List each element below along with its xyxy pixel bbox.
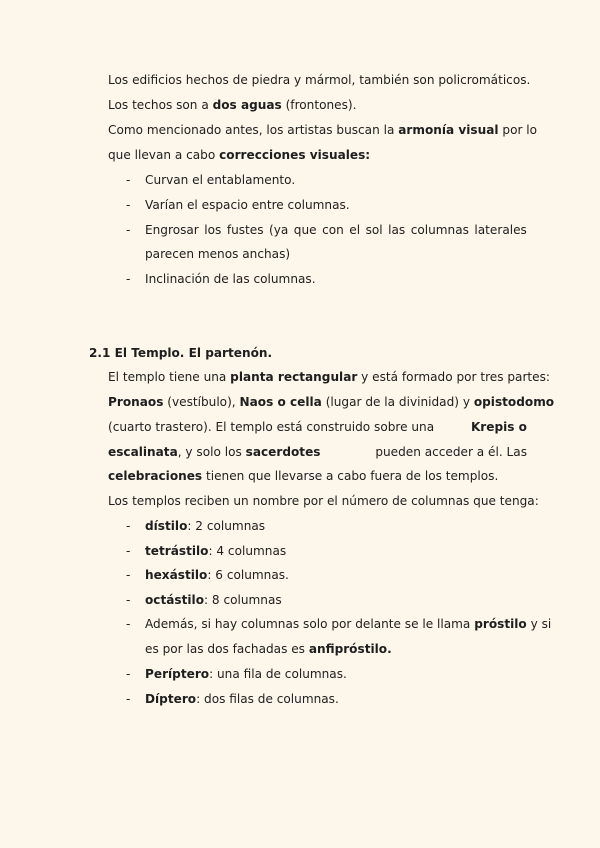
section-text: (lugar de la divinidad) y bbox=[321, 395, 474, 409]
section-line-4 bbox=[108, 444, 527, 460]
term-desc: es por las dos fachadas es bbox=[145, 642, 309, 656]
bullet-dash: - bbox=[126, 692, 131, 706]
section-text: tienen que llevarse a cabo fuera de los templos. bbox=[202, 469, 499, 483]
intro-line-1 bbox=[108, 72, 530, 88]
intro-bold-dos-aguas: dos aguas bbox=[212, 98, 282, 112]
intro-bold-armonia: armonía visual bbox=[398, 123, 499, 137]
term-desc: : una fila de columnas. bbox=[209, 667, 347, 681]
term-anfiprostilo: anfipróstilo. bbox=[308, 642, 392, 656]
word: los bbox=[204, 223, 222, 237]
section-line-3 bbox=[108, 419, 527, 435]
list-item bbox=[145, 592, 282, 608]
term-periptero: Períptero bbox=[145, 667, 210, 681]
word: (ya bbox=[269, 223, 289, 237]
bullet-dash: - bbox=[126, 667, 131, 681]
list-item bbox=[145, 616, 552, 632]
intro-text-3b: por lo bbox=[498, 123, 538, 137]
section-line-1 bbox=[108, 369, 550, 385]
bullet-dash: - bbox=[126, 223, 131, 237]
term-hexastilo: hexástilo bbox=[145, 568, 208, 582]
term-tetrastilo: tetrástilo bbox=[145, 544, 209, 558]
section-bold-escalinata: escalinata bbox=[108, 445, 178, 459]
word: fustes bbox=[226, 223, 264, 237]
term-prostilo: próstilo bbox=[474, 617, 527, 631]
section-bold-krepis: Krepis o bbox=[470, 420, 527, 434]
word: las bbox=[388, 223, 406, 237]
term-distilo: dístilo bbox=[145, 519, 188, 533]
bullet-dash: - bbox=[126, 544, 131, 558]
word: Engrosar bbox=[145, 223, 199, 237]
intro-line-4 bbox=[108, 147, 370, 163]
list-item: Curvan el entablamento. bbox=[145, 173, 296, 187]
list-item bbox=[145, 222, 527, 238]
list-item bbox=[145, 567, 289, 583]
section-bold-planta: planta rectangular bbox=[230, 370, 358, 384]
list-item bbox=[145, 518, 265, 534]
list-item bbox=[145, 543, 286, 559]
section-bold-opistodomo: opistodomo bbox=[473, 395, 555, 409]
section-bold-sacerdotes: sacerdotes bbox=[245, 445, 321, 459]
word: que bbox=[293, 223, 317, 237]
bullet-dash: - bbox=[126, 593, 131, 607]
bullet-dash: - bbox=[126, 198, 131, 212]
term-diptero: Díptero bbox=[145, 692, 197, 706]
intro-text-2b: (frontones). bbox=[281, 98, 357, 112]
term-octastilo: octástilo bbox=[145, 593, 204, 607]
intro-text-2a: Los techos son a bbox=[108, 98, 213, 112]
bullet-dash: - bbox=[126, 568, 131, 582]
list-item-continuation bbox=[145, 641, 392, 657]
section-bold-pronaos: Pronaos bbox=[108, 395, 164, 409]
section-bold-celebraciones: celebraciones bbox=[108, 469, 203, 483]
term-desc: : 2 columnas bbox=[187, 519, 266, 533]
word: columnas bbox=[410, 223, 469, 237]
section-line-6: Los templos reciben un nombre por el número de columnas que tenga: bbox=[108, 494, 539, 508]
bullet-dash: - bbox=[126, 519, 131, 533]
list-item: Inclinación de las columnas. bbox=[145, 272, 316, 286]
list-item bbox=[145, 691, 339, 707]
intro-text-4a: que llevan a cabo bbox=[108, 148, 220, 162]
term-desc: y si bbox=[526, 617, 552, 631]
intro-line-3 bbox=[108, 122, 538, 138]
section-text: y está formado por tres partes: bbox=[357, 370, 550, 384]
intro-text-3a: Como mencionado antes, los artistas buscan la bbox=[108, 123, 399, 137]
intro-text-1: Los edificios hechos de piedra y mármol, también son policromáticos. bbox=[108, 73, 531, 87]
list-item bbox=[145, 666, 347, 682]
intro-bold-correcciones: correcciones visuales: bbox=[219, 148, 371, 162]
section-bold-naos: Naos o cella bbox=[239, 395, 322, 409]
bullet-dash: - bbox=[126, 272, 131, 286]
term-desc: Además, si hay columnas solo por delante se le llama bbox=[145, 617, 475, 631]
term-desc: : 8 columnas bbox=[204, 593, 282, 607]
word: laterales bbox=[474, 223, 527, 237]
section-line-2 bbox=[108, 394, 555, 410]
term-desc: : dos filas de columnas. bbox=[196, 692, 339, 706]
bullet-dash: - bbox=[126, 173, 131, 187]
section-text: pueden acceder a él. Las bbox=[371, 445, 527, 459]
list-item: Varían el espacio entre columnas. bbox=[145, 198, 350, 212]
word: sol bbox=[365, 223, 383, 237]
section-text: El templo tiene una bbox=[108, 370, 231, 384]
term-desc: : 4 columnas bbox=[208, 544, 287, 558]
section-line-5 bbox=[108, 468, 498, 484]
section-text: (vestíbulo), bbox=[163, 395, 240, 409]
bullet-dash: - bbox=[126, 617, 131, 631]
section-heading: 2.1 El Templo. El partenón. bbox=[89, 346, 273, 360]
word: con bbox=[322, 223, 344, 237]
section-text: (cuarto trastero). El templo está construido sobre una bbox=[108, 420, 438, 434]
list-item-continuation: parecen menos anchas) bbox=[145, 247, 291, 261]
intro-line-2 bbox=[108, 97, 356, 113]
section-text: , y solo los bbox=[177, 445, 246, 459]
term-desc: : 6 columnas. bbox=[207, 568, 289, 582]
word: el bbox=[349, 223, 361, 237]
